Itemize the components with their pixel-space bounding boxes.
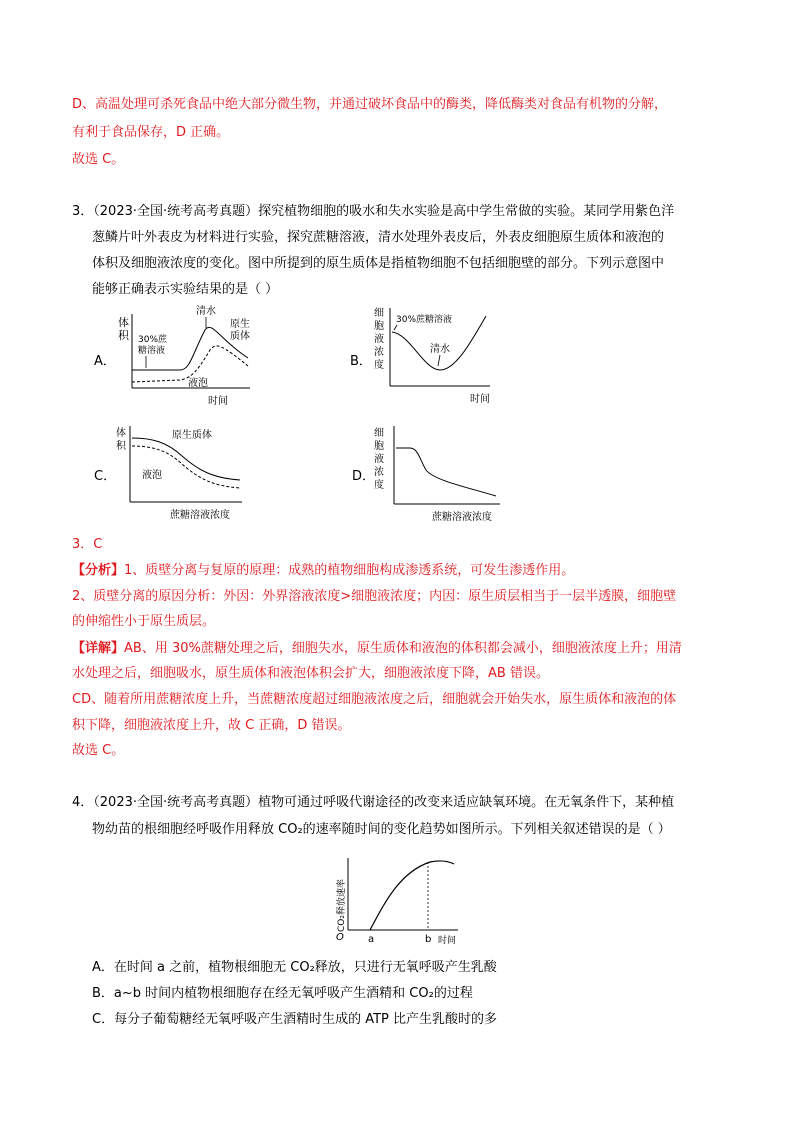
q4-tick-a: a — [368, 934, 375, 945]
q3-detail-ab-line2: 水处理之后，细胞吸水，原生质体和液泡体积会扩大，细胞液浓度下降，AB 错误。 — [72, 666, 549, 681]
q3-option-a-chart — [110, 300, 270, 410]
q3-analysis-p2-line2: 的伸缩性小于原生质层。 — [72, 614, 216, 629]
a-y-axis-2: 积 — [118, 329, 129, 342]
q3-option-c-chart — [112, 420, 262, 525]
b-y-axis-2: 胞 — [374, 321, 384, 332]
b-water-label: 清水 — [430, 344, 450, 355]
q2-option-d-line2: 有利于食品保存，D 正确。 — [72, 125, 230, 140]
q3-option-b-label: B． — [350, 354, 372, 369]
d-y-axis-5: 度 — [374, 480, 384, 491]
a-curve1-label-2: 质体 — [230, 331, 250, 342]
a-water-label: 清水 — [196, 306, 216, 317]
q3-stem-line1: 3．（2023·全国·统考高考真题）探究植物细胞的吸水和失水实验是高中学生常做的实验。某同学用紫色洋 — [72, 204, 675, 219]
q2-conclusion: 故选 C。 — [72, 152, 125, 167]
q4-stem-line2: 物幼苗的根细胞经呼吸作用释放 CO₂的速率随时间的变化趋势如图所示。下列相关叙述错误的是（ ） — [92, 822, 671, 837]
q3-detail-cd-line2: 积下降，细胞液浓度上升，故 C 正确，D 错误。 — [72, 718, 351, 733]
q3-option-b-chart — [372, 300, 502, 410]
d-x-axis-label: 蔗糖溶液浓度 — [432, 512, 492, 523]
analysis-tag: 【分析】 — [72, 563, 125, 578]
a-solution-label-2: 糖溶液 — [138, 346, 166, 356]
q4-option-c: C．每分子葡萄糖经无氧呼吸产生酒精时生成的 ATP 比产生乳酸时的多 — [92, 1012, 498, 1027]
q4-origin-label: O — [336, 932, 344, 943]
q3-stem-line2: 葱鳞片叶外表皮为材料进行实验，探究蔗糖溶液，清水处理外表皮后，外表皮细胞原生质体和液泡的 — [92, 230, 665, 245]
q4-x-axis-label: 时间 — [438, 936, 457, 946]
b-water-arrow — [438, 355, 440, 366]
q4-stem-line1: 4．（2023·全国·统考高考真题）植物可通过呼吸代谢途径的改变来适应缺氧环境。在无氧条件下，某种植 — [72, 795, 675, 810]
d-y-axis-3: 液 — [374, 454, 384, 465]
c-y-axis-2: 积 — [116, 441, 126, 452]
b-y-axis-3: 液 — [374, 334, 384, 345]
q3-conclusion: 故选 C。 — [72, 743, 125, 758]
c-y-axis-1: 体 — [116, 428, 126, 439]
b-y-axis-1: 细 — [374, 308, 384, 319]
q3-option-a-label: A． — [94, 354, 116, 369]
q4-tick-b: b — [425, 934, 432, 945]
c-x-axis-label: 蔗糖溶液浓度 — [170, 510, 230, 521]
q3-option-c-label: C． — [94, 469, 117, 484]
q2-option-d-line1: D、高温处理可杀死食品中绝大部分微生物，并通过破坏食品中的酶类，降低酶类对食品有机物的分解， — [72, 97, 668, 112]
q4-y-axis-label: CO₂释放速率 — [337, 879, 347, 932]
q3-detail-cd-line1: CD、随着所用蔗糖浓度上升，当蔗糖浓度超过细胞液浓度之后，细胞就会开始失水，原生质体和液泡的体 — [72, 692, 677, 707]
q3-option-d-label: D． — [352, 469, 376, 484]
a-solution-label-1: 30%蔗 — [138, 335, 168, 345]
c-curve-vacuole — [132, 446, 240, 488]
d-y-axis-2: 胞 — [374, 441, 384, 452]
q3-analysis-p2-line1: 2、质壁分离的原因分析：外因：外界溶液浓度>细胞液浓度；内因：原生质层相当于一层半透膜，细胞壁 — [72, 589, 677, 604]
d-curve — [396, 448, 496, 496]
b-solution-arrow — [394, 325, 397, 330]
q3-stem-line4: 能够正确表示实验结果的是（ ） — [92, 282, 279, 297]
q3-detail-ab-line1 — [72, 639, 682, 659]
q3-analysis-p1 — [72, 561, 574, 581]
d-y-axis-4: 浓 — [374, 467, 384, 478]
detail-ab-text: AB、用 30%蔗糖处理之后，细胞失水，原生质体和液泡的体积都会减小，细胞液浓度上升；用清 — [124, 641, 682, 656]
q4-option-b: B．a~b 时间内植物根细胞存在经无氧呼吸产生酒精和 CO₂的过程 — [92, 986, 473, 1001]
analysis-p1-text: 1、质壁分离与复原的原理：成熟的植物细胞构成渗透系统，可发生渗透作用。 — [124, 563, 575, 578]
q3-option-d-chart — [372, 420, 512, 525]
q4-curve — [370, 861, 454, 930]
a-curve2-label: 液泡 — [188, 378, 208, 389]
a-curve1-label-1: 原生 — [230, 319, 250, 330]
b-y-axis-5: 度 — [374, 360, 384, 371]
b-solution-label: 30%蔗糖溶液 — [396, 315, 453, 325]
q4-option-a: A．在时间 a 之前，植物根细胞无 CO₂释放，只进行无氧呼吸产生乳酸 — [92, 960, 497, 975]
q3-answer: 3．C — [72, 537, 103, 552]
b-y-axis-4: 浓 — [374, 347, 384, 358]
a-x-axis-label: 时间 — [208, 396, 228, 407]
a-y-axis-1: 体 — [118, 316, 129, 329]
b-x-axis-label: 时间 — [470, 394, 490, 405]
c-curve2-label: 液泡 — [142, 470, 162, 481]
q4-figure — [330, 852, 470, 948]
d-y-axis-1: 细 — [374, 428, 384, 439]
detail-tag: 【详解】 — [72, 641, 125, 656]
q3-stem-line3: 体积及细胞液浓度的变化。图中所提到的原生质体是指植物细胞不包括细胞壁的部分。下列示意图中 — [92, 256, 665, 271]
c-curve1-label: 原生质体 — [172, 430, 212, 441]
